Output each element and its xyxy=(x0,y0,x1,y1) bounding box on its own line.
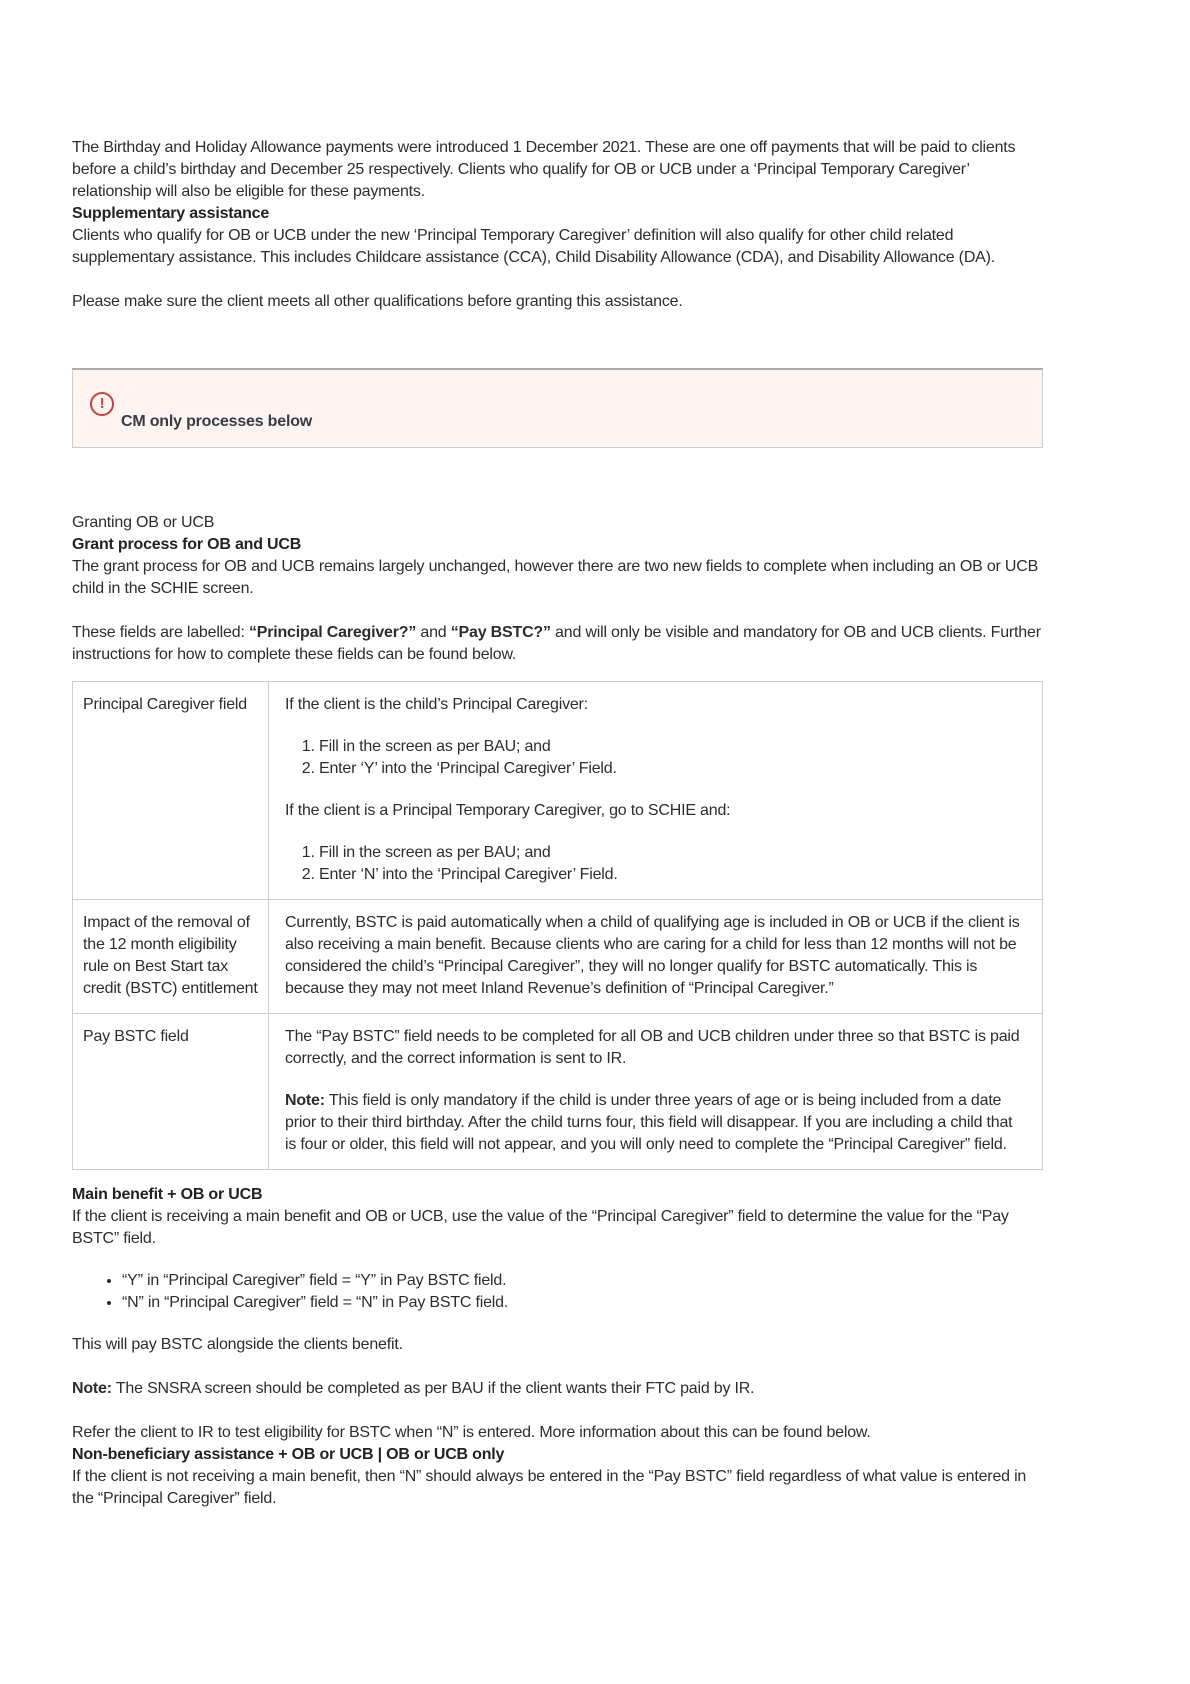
table-row-principal-caregiver xyxy=(73,682,1043,900)
cm-only-callout xyxy=(72,368,1043,448)
list-item: 1. Fill in the screen as per BAU; and xyxy=(319,736,1026,758)
fields-labelled-paragraph xyxy=(72,622,1043,666)
table-row-bstc-impact xyxy=(73,900,1043,1014)
document-content xyxy=(72,0,1043,1660)
row-content-cell xyxy=(269,900,1043,1014)
principal-caregiver-field-label: “Principal Caregiver?” xyxy=(248,624,417,641)
row-label-cell: Impact of the removal of the 12 month eligibility rule on Best Start tax credit (BSTC) entitlement xyxy=(73,900,269,1014)
non-beneficiary-paragraph: If the client is not receiving a main benefit, then “N” should always be entered in the “Pay BSTC” field regardless of what value is entered in the “Principal Caregiver” field. xyxy=(72,1468,1027,1507)
granting-line: Granting OB or UCB xyxy=(72,514,215,531)
pay-bstc-bullet-list xyxy=(72,1270,1043,1314)
alongside-paragraph: This will pay BSTC alongside the clients benefit. xyxy=(72,1336,403,1353)
fields-table-body xyxy=(73,682,1043,1170)
fields-labelled-text-2: and xyxy=(416,624,451,641)
cell-paragraph: Currently, BSTC is paid automatically when a child of qualifying age is included in OB or UCB if the client is also receiving a main benefit. Because clients who are caring for a child for less than 12 months will not be considered the child’s “Principal Caregiver”, they will no longer qualify for BSTC automatically. This is because they may not meet Inland Revenue’s definition of “Principal Caregiver.” xyxy=(285,914,1020,997)
refer-paragraph: Refer the client to IR to test eligibility for BSTC when “N” is entered. More information about this can be found below. xyxy=(72,1424,871,1441)
list-item: • “Y” in “Principal Caregiver” field = “Y” in Pay BSTC field. xyxy=(122,1270,1043,1292)
cell-paragraph: The “Pay BSTC” field needs to be completed for all OB and UCB children under three so that BSTC is paid correctly, and the correct information is sent to IR. xyxy=(285,1028,1020,1067)
note-label: Note: xyxy=(285,1092,325,1109)
fields-labelled-text-1: These fields are labelled: xyxy=(72,624,249,641)
alert-circle-icon: ! xyxy=(90,392,114,416)
list-item: 1. Fill in the screen as per BAU; and xyxy=(319,842,1026,864)
qualifications-paragraph: Please make sure the client meets all other qualifications before granting this assistance. xyxy=(72,293,683,310)
steps-list-1 xyxy=(285,736,1026,780)
row-content-cell xyxy=(269,1014,1043,1170)
main-benefit-heading: Main benefit + OB or UCB xyxy=(72,1186,263,1203)
pay-bstc-field-label: “Pay BSTC?” xyxy=(450,624,551,641)
list-item: 2. Enter ‘N’ into the ‘Principal Caregiver’ Field. xyxy=(319,864,1026,886)
intro-paragraph: The Birthday and Holiday Allowance payments were introduced 1 December 2021. These are one off payments that will be paid to clients before a child’s birthday and December 25 respectively. Clients who qualify for OB or UCB under a ‘Principal Temporary Caregiver’ relationship will also be eligible for these payments. xyxy=(72,139,1016,200)
main-benefit-paragraph: If the client is receiving a main benefit and OB or UCB, use the value of the “Principal Caregiver” field to determine the value for the “Pay BSTC” field. xyxy=(72,1208,1009,1247)
note-label: Note: xyxy=(72,1380,112,1397)
row-content-cell xyxy=(269,682,1043,900)
cell-paragraph: If the client is the child’s Principal Caregiver: xyxy=(285,696,588,713)
cell-note-paragraph xyxy=(285,1090,1026,1156)
list-item: • “N” in “Principal Caregiver” field = “N” in Pay BSTC field. xyxy=(122,1292,1043,1314)
row-label-cell: Principal Caregiver field xyxy=(73,682,269,900)
fields-labelled-text-3: and will only be visible and mandatory for OB and UCB clients. Further instructions for how to complete these fields can be found below. xyxy=(72,624,1041,663)
table-row-pay-bstc xyxy=(73,1014,1043,1170)
note-text: The SNSRA screen should be completed as per BAU if the client wants their FTC paid by IR. xyxy=(111,1380,755,1397)
supplementary-paragraph: Clients who qualify for OB or UCB under the new ‘Principal Temporary Caregiver’ definition will also qualify for other child related supplementary assistance. This includes Childcare assistance (CCA), Child Disability Allowance (CDA), and Disability Allowance (DA). xyxy=(72,227,996,266)
callout-label: CM only processes below xyxy=(121,413,313,430)
grant-process-paragraph: The grant process for OB and UCB remains largely unchanged, however there are two new fields to complete when including an OB or UCB child in the SCHIE screen. xyxy=(72,558,1039,597)
note-text: This field is only mandatory if the child is under three years of age or is being included from a date prior to their third birthday. After the child turns four, this field will disappear. If you are including a child that is four or older, this field will not appear, and you will only need to complete the “Principal Caregiver” field. xyxy=(285,1092,1013,1153)
supplementary-assistance-heading: Supplementary assistance xyxy=(72,205,270,222)
cell-paragraph: If the client is a Principal Temporary Caregiver, go to SCHIE and: xyxy=(285,802,731,819)
fields-table xyxy=(72,681,1043,1170)
steps-list-2 xyxy=(285,842,1026,886)
row-label-cell: Pay BSTC field xyxy=(73,1014,269,1170)
snsra-note-paragraph xyxy=(72,1378,1043,1400)
grant-process-heading: Grant process for OB and UCB xyxy=(72,536,302,553)
non-beneficiary-heading: Non-beneficiary assistance + OB or UCB | OB or UCB only xyxy=(72,1446,505,1463)
list-item: 2. Enter ‘Y’ into the ‘Principal Caregiver’ Field. xyxy=(319,758,1026,780)
